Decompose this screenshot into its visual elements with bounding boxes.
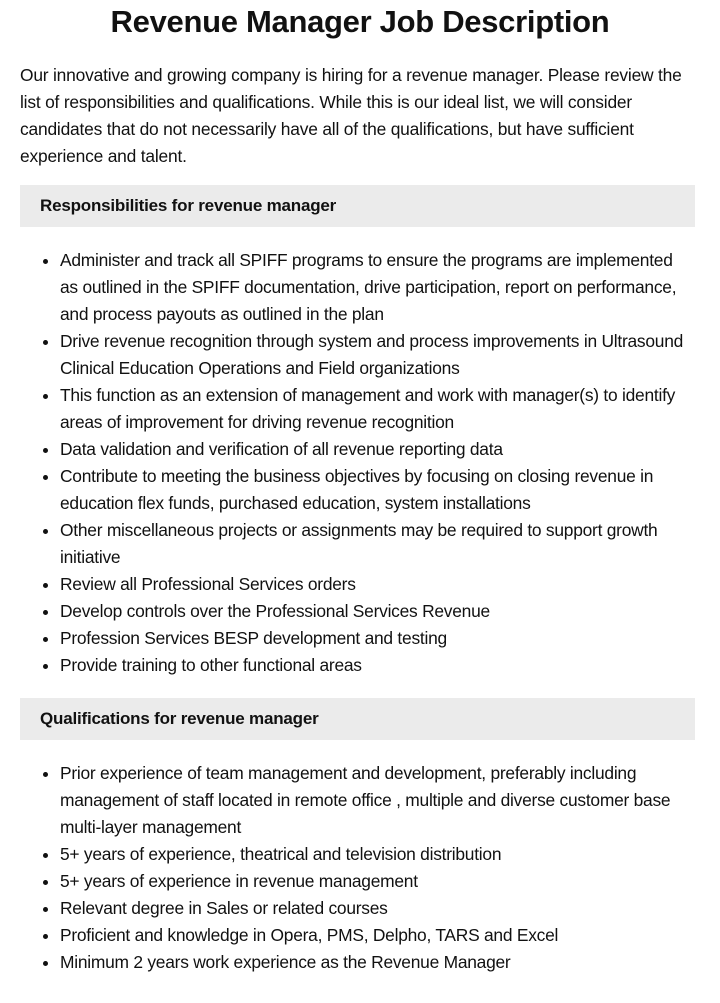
qualifications-list	[20, 760, 695, 976]
list-item: • Administer and track all SPIFF programs to ensure the programs are implemented as outlined in the SPIFF documentation, drive participation, report on performance, and process payouts as outlined in the plan	[60, 247, 695, 328]
list-item: • Data validation and verification of all revenue reporting data	[60, 436, 695, 463]
page-title: Revenue Manager Job Description	[110, 4, 610, 39]
list-item: • Review all Professional Services orders	[60, 571, 695, 598]
qualifications-heading: Qualifications for revenue manager	[20, 698, 695, 740]
responsibilities-list	[20, 247, 695, 679]
list-item: • Other miscellaneous projects or assignments may be required to support growth initiative	[60, 517, 695, 571]
list-item: • Provide training to other functional areas	[60, 652, 695, 679]
list-item: • This function as an extension of management and work with manager(s) to identify areas of improvement for driving revenue recognition	[60, 382, 695, 436]
list-item: • Drive revenue recognition through system and process improvements in Ultrasound Clinical Education Operations and Field organizations	[60, 328, 695, 382]
responsibilities-heading: Responsibilities for revenue manager	[20, 185, 695, 227]
intro-paragraph: Our innovative and growing company is hiring for a revenue manager. Please review the list of responsibilities and qualifications. While this is our ideal list, we will consider candidates that do not necessarily have all of the qualifications, but have sufficient experience and talent.	[20, 65, 682, 166]
list-item: • 5+ years of experience in revenue management	[60, 868, 695, 895]
list-item: • Contribute to meeting the business objectives by focusing on closing revenue in education flex funds, purchased education, system installations	[60, 463, 695, 517]
list-item: • 5+ years of experience, theatrical and television distribution	[60, 841, 695, 868]
list-item: • Minimum 2 years work experience as the Revenue Manager	[60, 949, 695, 976]
list-item: • Develop controls over the Professional Services Revenue	[60, 598, 695, 625]
list-item: • Relevant degree in Sales or related courses	[60, 895, 695, 922]
list-item: • Proficient and knowledge in Opera, PMS, Delpho, TARS and Excel	[60, 922, 695, 949]
list-item: • Profession Services BESP development and testing	[60, 625, 695, 652]
list-item: • Prior experience of team management and development, preferably including management of staff located in remote office , multiple and diverse customer base multi-layer management	[60, 760, 695, 841]
